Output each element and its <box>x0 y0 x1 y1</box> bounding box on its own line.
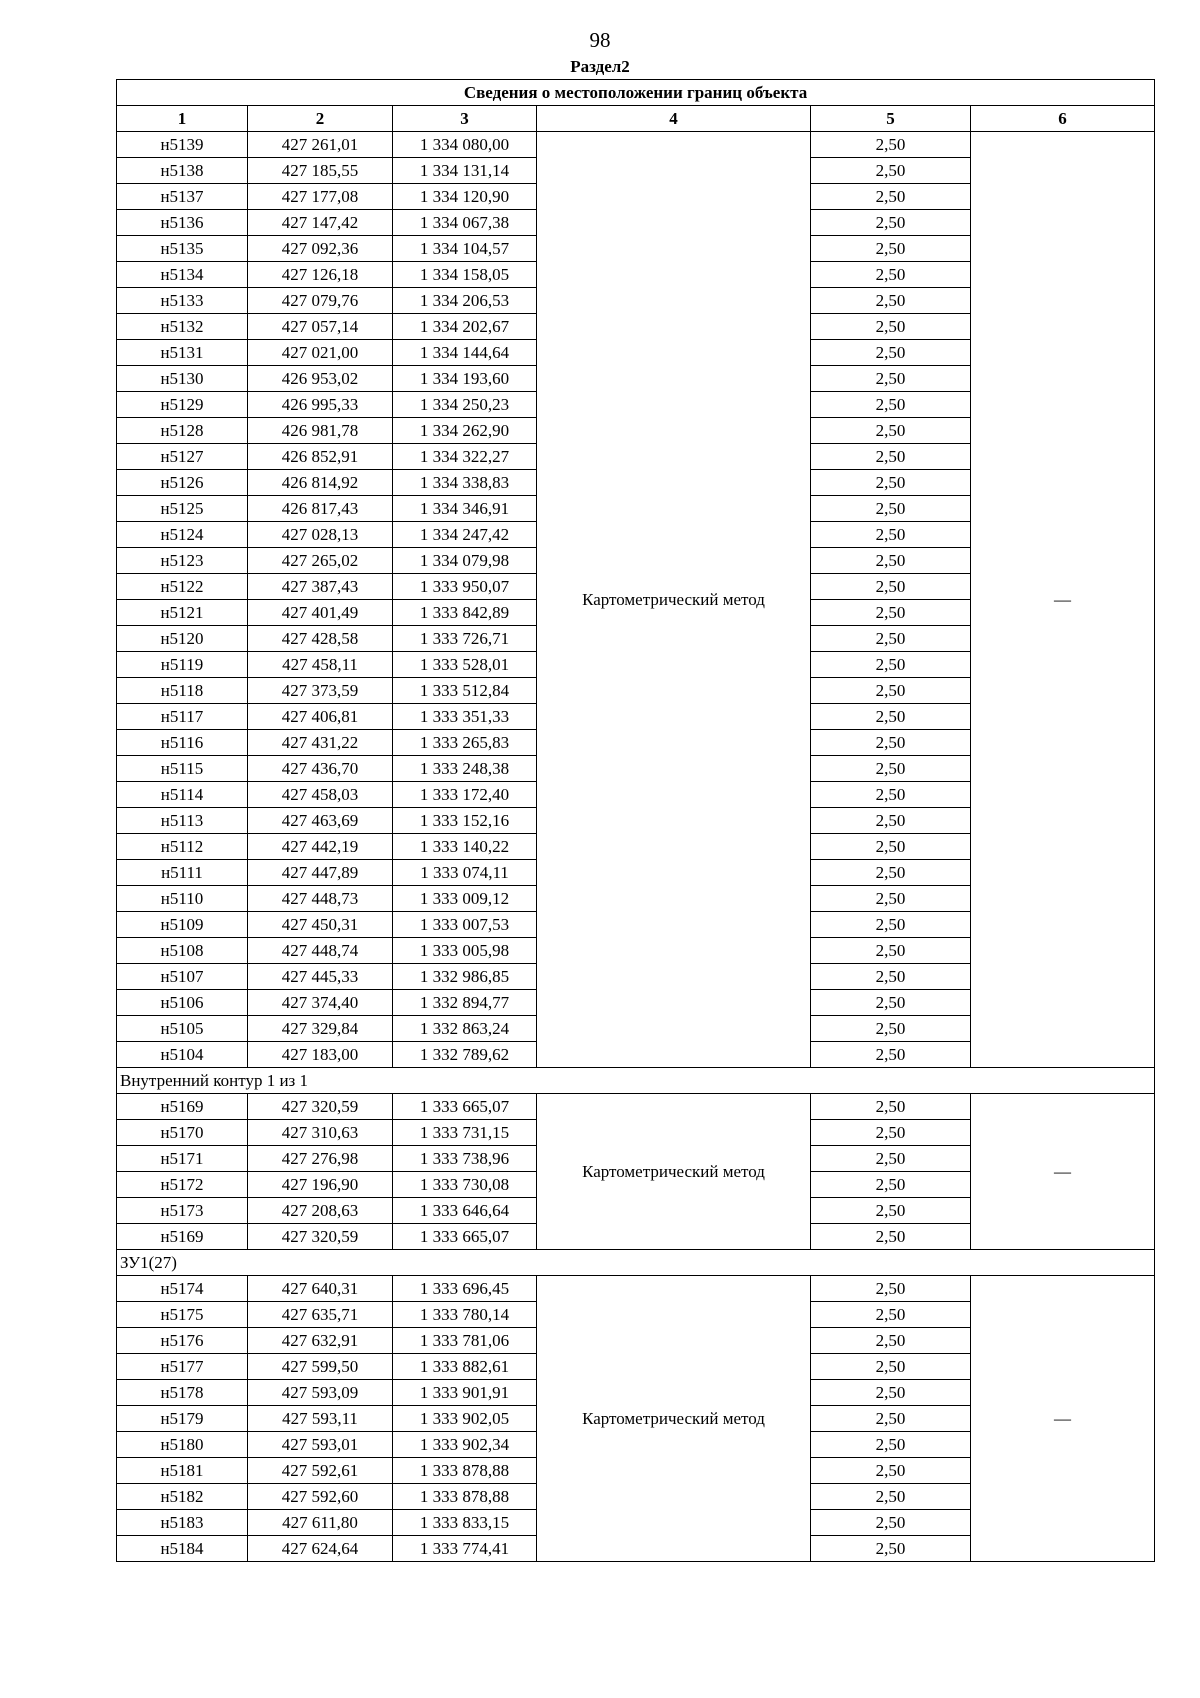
y-coordinate-cell: 1 334 247,42 <box>393 522 537 548</box>
x-coordinate-cell: 427 611,80 <box>248 1510 393 1536</box>
x-coordinate-cell: 427 276,98 <box>248 1146 393 1172</box>
point-id-cell: н5120 <box>117 626 248 652</box>
page-number: 98 <box>589 28 611 52</box>
point-id-cell: н5125 <box>117 496 248 522</box>
x-coordinate-cell: 427 126,18 <box>248 262 393 288</box>
y-coordinate-cell: 1 333 007,53 <box>393 912 537 938</box>
point-id-cell: н5132 <box>117 314 248 340</box>
accuracy-cell: 2,50 <box>811 236 971 262</box>
x-coordinate-cell: 427 635,71 <box>248 1302 393 1328</box>
y-coordinate-cell: 1 334 158,05 <box>393 262 537 288</box>
point-id-cell: н5105 <box>117 1016 248 1042</box>
x-coordinate-cell: 427 448,74 <box>248 938 393 964</box>
y-coordinate-cell: 1 334 067,38 <box>393 210 537 236</box>
column-number: 4 <box>537 106 811 132</box>
y-coordinate-cell: 1 333 172,40 <box>393 782 537 808</box>
point-id-cell: н5177 <box>117 1354 248 1380</box>
y-coordinate-cell: 1 333 528,01 <box>393 652 537 678</box>
table-caption: Сведения о местоположении границ объекта <box>117 80 1155 106</box>
column-number: 1 <box>117 106 248 132</box>
point-id-cell: н5111 <box>117 860 248 886</box>
y-coordinate-cell: 1 334 131,14 <box>393 158 537 184</box>
section-row <box>117 1250 1155 1276</box>
x-coordinate-cell: 427 599,50 <box>248 1354 393 1380</box>
y-coordinate-cell: 1 333 646,64 <box>393 1198 537 1224</box>
accuracy-cell: 2,50 <box>811 782 971 808</box>
accuracy-cell: 2,50 <box>811 314 971 340</box>
point-id-cell: н5138 <box>117 158 248 184</box>
x-coordinate-cell: 427 185,55 <box>248 158 393 184</box>
point-id-cell: н5169 <box>117 1094 248 1120</box>
y-coordinate-cell: 1 334 250,23 <box>393 392 537 418</box>
y-coordinate-cell: 1 333 512,84 <box>393 678 537 704</box>
point-id-cell: н5180 <box>117 1432 248 1458</box>
column6-cell: — <box>971 1094 1155 1250</box>
accuracy-cell: 2,50 <box>811 912 971 938</box>
y-coordinate-cell: 1 333 878,88 <box>393 1484 537 1510</box>
point-id-cell: н5128 <box>117 418 248 444</box>
table-caption-row <box>117 80 1155 106</box>
x-coordinate-cell: 427 092,36 <box>248 236 393 262</box>
x-coordinate-cell: 427 208,63 <box>248 1198 393 1224</box>
accuracy-cell: 2,50 <box>811 886 971 912</box>
point-id-cell: н5173 <box>117 1198 248 1224</box>
accuracy-cell: 2,50 <box>811 210 971 236</box>
accuracy-cell: 2,50 <box>811 652 971 678</box>
accuracy-cell: 2,50 <box>811 1198 971 1224</box>
x-coordinate-cell: 427 593,09 <box>248 1380 393 1406</box>
column-number: 5 <box>811 106 971 132</box>
x-coordinate-cell: 427 406,81 <box>248 704 393 730</box>
column-number: 6 <box>971 106 1155 132</box>
y-coordinate-cell: 1 334 104,57 <box>393 236 537 262</box>
section-title: Раздел2 <box>570 57 630 76</box>
y-coordinate-cell: 1 333 665,07 <box>393 1224 537 1250</box>
x-coordinate-cell: 427 640,31 <box>248 1276 393 1302</box>
table-row <box>117 1094 1155 1120</box>
x-coordinate-cell: 427 436,70 <box>248 756 393 782</box>
column6-cell: — <box>971 1276 1155 1562</box>
y-coordinate-cell: 1 333 074,11 <box>393 860 537 886</box>
y-coordinate-cell: 1 333 248,38 <box>393 756 537 782</box>
x-coordinate-cell: 427 458,03 <box>248 782 393 808</box>
point-id-cell: н5113 <box>117 808 248 834</box>
accuracy-cell: 2,50 <box>811 808 971 834</box>
accuracy-cell: 2,50 <box>811 1406 971 1432</box>
point-id-cell: н5117 <box>117 704 248 730</box>
x-coordinate-cell: 427 057,14 <box>248 314 393 340</box>
y-coordinate-cell: 1 333 005,98 <box>393 938 537 964</box>
boundary-coordinates-table <box>116 79 1155 1562</box>
accuracy-cell: 2,50 <box>811 600 971 626</box>
point-id-cell: н5129 <box>117 392 248 418</box>
x-coordinate-cell: 427 593,11 <box>248 1406 393 1432</box>
point-id-cell: н5127 <box>117 444 248 470</box>
point-id-cell: н5136 <box>117 210 248 236</box>
x-coordinate-cell: 427 147,42 <box>248 210 393 236</box>
point-id-cell: н5108 <box>117 938 248 964</box>
accuracy-cell: 2,50 <box>811 522 971 548</box>
y-coordinate-cell: 1 332 894,77 <box>393 990 537 1016</box>
y-coordinate-cell: 1 334 193,60 <box>393 366 537 392</box>
column-number-row <box>117 106 1155 132</box>
x-coordinate-cell: 427 374,40 <box>248 990 393 1016</box>
section-label: ЗУ1(27) <box>117 1250 1155 1276</box>
x-coordinate-cell: 427 329,84 <box>248 1016 393 1042</box>
accuracy-cell: 2,50 <box>811 392 971 418</box>
accuracy-cell: 2,50 <box>811 470 971 496</box>
x-coordinate-cell: 427 463,69 <box>248 808 393 834</box>
accuracy-cell: 2,50 <box>811 990 971 1016</box>
accuracy-cell: 2,50 <box>811 1120 971 1146</box>
column6-cell: — <box>971 132 1155 1068</box>
y-coordinate-cell: 1 333 780,14 <box>393 1302 537 1328</box>
accuracy-cell: 2,50 <box>811 1276 971 1302</box>
x-coordinate-cell: 426 817,43 <box>248 496 393 522</box>
point-id-cell: н5170 <box>117 1120 248 1146</box>
x-coordinate-cell: 427 445,33 <box>248 964 393 990</box>
accuracy-cell: 2,50 <box>811 1016 971 1042</box>
accuracy-cell: 2,50 <box>811 366 971 392</box>
table-row <box>117 1276 1155 1302</box>
x-coordinate-cell: 426 995,33 <box>248 392 393 418</box>
x-coordinate-cell: 427 310,63 <box>248 1120 393 1146</box>
x-coordinate-cell: 427 448,73 <box>248 886 393 912</box>
section-label: Внутренний контур 1 из 1 <box>117 1068 1155 1094</box>
y-coordinate-cell: 1 333 140,22 <box>393 834 537 860</box>
x-coordinate-cell: 427 183,00 <box>248 1042 393 1068</box>
accuracy-cell: 2,50 <box>811 1172 971 1198</box>
point-id-cell: н5174 <box>117 1276 248 1302</box>
x-coordinate-cell: 427 177,08 <box>248 184 393 210</box>
y-coordinate-cell: 1 333 833,15 <box>393 1510 537 1536</box>
x-coordinate-cell: 427 592,60 <box>248 1484 393 1510</box>
point-id-cell: н5184 <box>117 1536 248 1562</box>
y-coordinate-cell: 1 333 265,83 <box>393 730 537 756</box>
x-coordinate-cell: 427 447,89 <box>248 860 393 886</box>
accuracy-cell: 2,50 <box>811 132 971 158</box>
x-coordinate-cell: 427 320,59 <box>248 1094 393 1120</box>
point-id-cell: н5110 <box>117 886 248 912</box>
y-coordinate-cell: 1 333 726,71 <box>393 626 537 652</box>
y-coordinate-cell: 1 333 902,05 <box>393 1406 537 1432</box>
y-coordinate-cell: 1 333 696,45 <box>393 1276 537 1302</box>
column-number: 3 <box>393 106 537 132</box>
point-id-cell: н5115 <box>117 756 248 782</box>
y-coordinate-cell: 1 333 351,33 <box>393 704 537 730</box>
y-coordinate-cell: 1 334 080,00 <box>393 132 537 158</box>
y-coordinate-cell: 1 333 842,89 <box>393 600 537 626</box>
accuracy-cell: 2,50 <box>811 834 971 860</box>
accuracy-cell: 2,50 <box>811 548 971 574</box>
x-coordinate-cell: 427 196,90 <box>248 1172 393 1198</box>
accuracy-cell: 2,50 <box>811 964 971 990</box>
x-coordinate-cell: 427 021,00 <box>248 340 393 366</box>
y-coordinate-cell: 1 334 079,98 <box>393 548 537 574</box>
y-coordinate-cell: 1 333 731,15 <box>393 1120 537 1146</box>
accuracy-cell: 2,50 <box>811 1536 971 1562</box>
accuracy-cell: 2,50 <box>811 574 971 600</box>
x-coordinate-cell: 427 442,19 <box>248 834 393 860</box>
y-coordinate-cell: 1 334 206,53 <box>393 288 537 314</box>
point-id-cell: н5133 <box>117 288 248 314</box>
x-coordinate-cell: 427 458,11 <box>248 652 393 678</box>
point-id-cell: н5183 <box>117 1510 248 1536</box>
y-coordinate-cell: 1 333 665,07 <box>393 1094 537 1120</box>
y-coordinate-cell: 1 333 152,16 <box>393 808 537 834</box>
accuracy-cell: 2,50 <box>811 1354 971 1380</box>
x-coordinate-cell: 427 450,31 <box>248 912 393 938</box>
point-id-cell: н5182 <box>117 1484 248 1510</box>
point-id-cell: н5175 <box>117 1302 248 1328</box>
accuracy-cell: 2,50 <box>811 704 971 730</box>
x-coordinate-cell: 426 953,02 <box>248 366 393 392</box>
point-id-cell: н5179 <box>117 1406 248 1432</box>
point-id-cell: н5176 <box>117 1328 248 1354</box>
y-coordinate-cell: 1 333 902,34 <box>393 1432 537 1458</box>
table-row <box>117 132 1155 158</box>
x-coordinate-cell: 427 387,43 <box>248 574 393 600</box>
accuracy-cell: 2,50 <box>811 1094 971 1120</box>
point-id-cell: н5118 <box>117 678 248 704</box>
y-coordinate-cell: 1 332 789,62 <box>393 1042 537 1068</box>
point-id-cell: н5126 <box>117 470 248 496</box>
x-coordinate-cell: 427 265,02 <box>248 548 393 574</box>
accuracy-cell: 2,50 <box>811 418 971 444</box>
accuracy-cell: 2,50 <box>811 1484 971 1510</box>
point-id-cell: н5135 <box>117 236 248 262</box>
point-id-cell: н5123 <box>117 548 248 574</box>
y-coordinate-cell: 1 333 738,96 <box>393 1146 537 1172</box>
accuracy-cell: 2,50 <box>811 496 971 522</box>
y-coordinate-cell: 1 334 144,64 <box>393 340 537 366</box>
y-coordinate-cell: 1 333 950,07 <box>393 574 537 600</box>
method-cell: Картометрический метод <box>537 1276 811 1562</box>
method-cell: Картометрический метод <box>537 1094 811 1250</box>
accuracy-cell: 2,50 <box>811 1432 971 1458</box>
point-id-cell: н5112 <box>117 834 248 860</box>
point-id-cell: н5130 <box>117 366 248 392</box>
accuracy-cell: 2,50 <box>811 1224 971 1250</box>
x-coordinate-cell: 427 320,59 <box>248 1224 393 1250</box>
column-number: 2 <box>248 106 393 132</box>
point-id-cell: н5121 <box>117 600 248 626</box>
y-coordinate-cell: 1 333 009,12 <box>393 886 537 912</box>
point-id-cell: н5139 <box>117 132 248 158</box>
accuracy-cell: 2,50 <box>811 288 971 314</box>
x-coordinate-cell: 427 028,13 <box>248 522 393 548</box>
x-coordinate-cell: 427 593,01 <box>248 1432 393 1458</box>
y-coordinate-cell: 1 334 322,27 <box>393 444 537 470</box>
accuracy-cell: 2,50 <box>811 678 971 704</box>
point-id-cell: н5169 <box>117 1224 248 1250</box>
x-coordinate-cell: 427 079,76 <box>248 288 393 314</box>
accuracy-cell: 2,50 <box>811 262 971 288</box>
point-id-cell: н5119 <box>117 652 248 678</box>
table-body <box>117 132 1155 1562</box>
point-id-cell: н5104 <box>117 1042 248 1068</box>
accuracy-cell: 2,50 <box>811 1380 971 1406</box>
y-coordinate-cell: 1 333 901,91 <box>393 1380 537 1406</box>
point-id-cell: н5172 <box>117 1172 248 1198</box>
point-id-cell: н5109 <box>117 912 248 938</box>
x-coordinate-cell: 427 401,49 <box>248 600 393 626</box>
point-id-cell: н5114 <box>117 782 248 808</box>
x-coordinate-cell: 427 428,58 <box>248 626 393 652</box>
y-coordinate-cell: 1 332 986,85 <box>393 964 537 990</box>
point-id-cell: н5124 <box>117 522 248 548</box>
accuracy-cell: 2,50 <box>811 1328 971 1354</box>
point-id-cell: н5107 <box>117 964 248 990</box>
y-coordinate-cell: 1 334 338,83 <box>393 470 537 496</box>
accuracy-cell: 2,50 <box>811 1458 971 1484</box>
accuracy-cell: 2,50 <box>811 340 971 366</box>
y-coordinate-cell: 1 333 878,88 <box>393 1458 537 1484</box>
y-coordinate-cell: 1 334 120,90 <box>393 184 537 210</box>
x-coordinate-cell: 427 373,59 <box>248 678 393 704</box>
point-id-cell: н5122 <box>117 574 248 600</box>
accuracy-cell: 2,50 <box>811 184 971 210</box>
point-id-cell: н5134 <box>117 262 248 288</box>
y-coordinate-cell: 1 333 882,61 <box>393 1354 537 1380</box>
accuracy-cell: 2,50 <box>811 860 971 886</box>
y-coordinate-cell: 1 334 262,90 <box>393 418 537 444</box>
accuracy-cell: 2,50 <box>811 1302 971 1328</box>
accuracy-cell: 2,50 <box>811 756 971 782</box>
x-coordinate-cell: 426 814,92 <box>248 470 393 496</box>
method-cell: Картометрический метод <box>537 132 811 1068</box>
x-coordinate-cell: 427 624,64 <box>248 1536 393 1562</box>
point-id-cell: н5137 <box>117 184 248 210</box>
y-coordinate-cell: 1 334 202,67 <box>393 314 537 340</box>
accuracy-cell: 2,50 <box>811 626 971 652</box>
y-coordinate-cell: 1 333 781,06 <box>393 1328 537 1354</box>
x-coordinate-cell: 427 592,61 <box>248 1458 393 1484</box>
accuracy-cell: 2,50 <box>811 158 971 184</box>
accuracy-cell: 2,50 <box>811 444 971 470</box>
x-coordinate-cell: 426 852,91 <box>248 444 393 470</box>
y-coordinate-cell: 1 333 730,08 <box>393 1172 537 1198</box>
x-coordinate-cell: 427 261,01 <box>248 132 393 158</box>
accuracy-cell: 2,50 <box>811 1042 971 1068</box>
x-coordinate-cell: 427 632,91 <box>248 1328 393 1354</box>
section-row <box>117 1068 1155 1094</box>
point-id-cell: н5178 <box>117 1380 248 1406</box>
point-id-cell: н5131 <box>117 340 248 366</box>
accuracy-cell: 2,50 <box>811 1510 971 1536</box>
point-id-cell: н5181 <box>117 1458 248 1484</box>
y-coordinate-cell: 1 332 863,24 <box>393 1016 537 1042</box>
x-coordinate-cell: 426 981,78 <box>248 418 393 444</box>
x-coordinate-cell: 427 431,22 <box>248 730 393 756</box>
accuracy-cell: 2,50 <box>811 730 971 756</box>
y-coordinate-cell: 1 334 346,91 <box>393 496 537 522</box>
y-coordinate-cell: 1 333 774,41 <box>393 1536 537 1562</box>
accuracy-cell: 2,50 <box>811 938 971 964</box>
point-id-cell: н5171 <box>117 1146 248 1172</box>
point-id-cell: н5116 <box>117 730 248 756</box>
accuracy-cell: 2,50 <box>811 1146 971 1172</box>
point-id-cell: н5106 <box>117 990 248 1016</box>
